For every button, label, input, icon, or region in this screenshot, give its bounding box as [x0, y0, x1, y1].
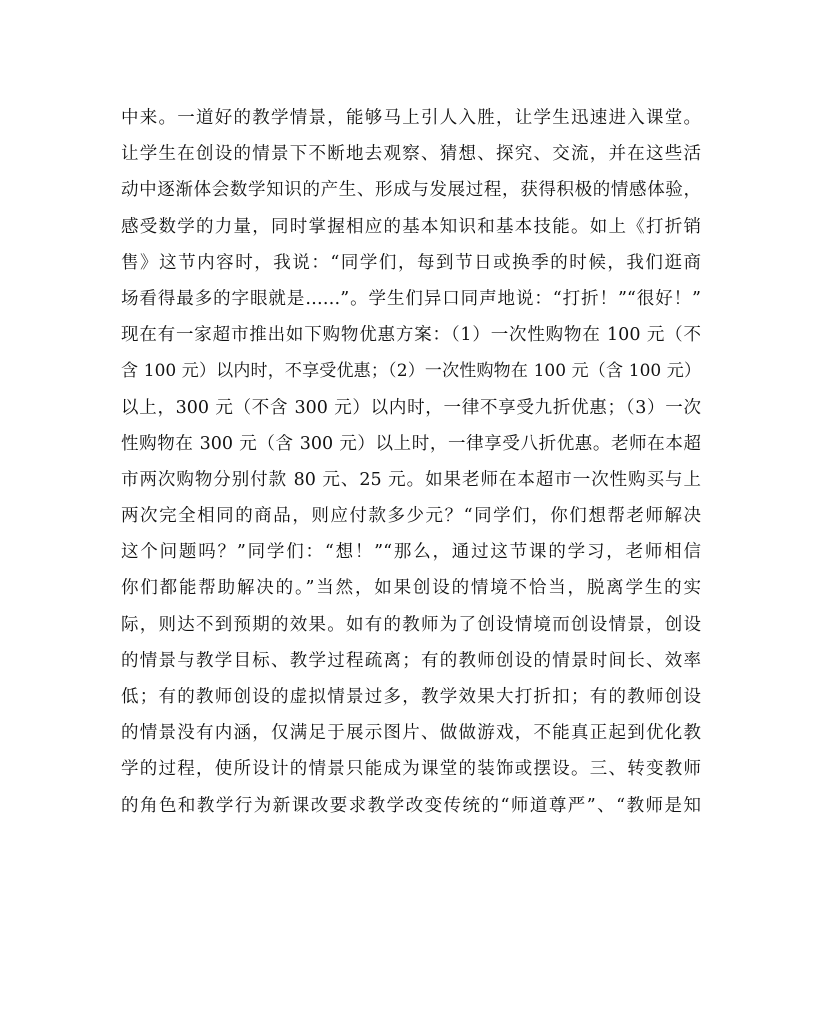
text-line-1: 中来。一道好的教学情景，能够马上引人入胜，让学生迅速进入课堂。 — [121, 108, 701, 128]
text-line-17: 低；有的教师创设的虚拟情景过多，教学效果大打折扣；有的教师创设 — [121, 687, 701, 707]
text-line-11: 市两次购物分别付款 80 元、25 元。如果老师在本超市一次性购买与上 — [121, 469, 701, 490]
text-line-12: 两次完全相同的商品，则应付款多少元？“同学们，你们想帮老师解决 — [121, 506, 701, 527]
body-text — [121, 100, 701, 824]
text-line-4: 感受数学的力量，同时掌握相应的基本知识和基本技能。如上《打折销 — [121, 216, 701, 237]
text-line-16: 的情景与教学目标、教学过程疏离；有的教师创设的情景时间长、效率 — [121, 650, 701, 671]
text-line-13: 这个问题吗？”同学们：“想！”“那么，通过这节课的学习，老师相信 — [121, 542, 701, 563]
text-line-20: 的角色和教学行为新课改要求教学改变传统的“师道尊严”、“教师是知 — [121, 795, 701, 816]
text-line-14: 你们都能帮助解决的。”当然，如果创设的情境不恰当，脱离学生的实 — [121, 578, 701, 599]
text-line-2: 让学生在创设的情景下不断地去观察、猜想、探究、交流，并在这些活 — [121, 144, 701, 165]
text-line-6: 场看得最多的字眼就是……”。学生们异口同声地说：“打折！”“很好！” — [121, 288, 701, 309]
text-line-3: 动中逐渐体会数学知识的产生、形成与发展过程，获得积极的情感体验， — [121, 180, 701, 201]
text-line-10: 性购物在 300 元（含 300 元）以上时，一律享受八折优惠。老师在本超 — [121, 433, 701, 454]
text-line-9: 以上，300 元（不含 300 元）以内时，一律不享受九折优惠；（3）一次 — [121, 397, 701, 418]
text-line-8: 含 100 元）以内时，不享受优惠；（2）一次性购物在 100 元（含 100 元） — [121, 361, 701, 382]
text-line-5: 售》这节内容时，我说：“同学们，每到节日或换季的时候，我们逛商 — [121, 252, 701, 273]
text-line-19: 学的过程，使所设计的情景只能成为课堂的装饰或摆设。三、转变教师 — [121, 759, 701, 780]
text-line-15: 际，则达不到预期的效果。如有的教师为了创设情境而创设情景，创设 — [121, 614, 701, 635]
text-line-18: 的情景没有内涵，仅满足于展示图片、做做游戏，不能真正起到优化教 — [121, 723, 701, 744]
text-line-7: 现在有一家超市推出如下购物优惠方案：（1）一次性购物在 100 元（不 — [121, 325, 701, 346]
